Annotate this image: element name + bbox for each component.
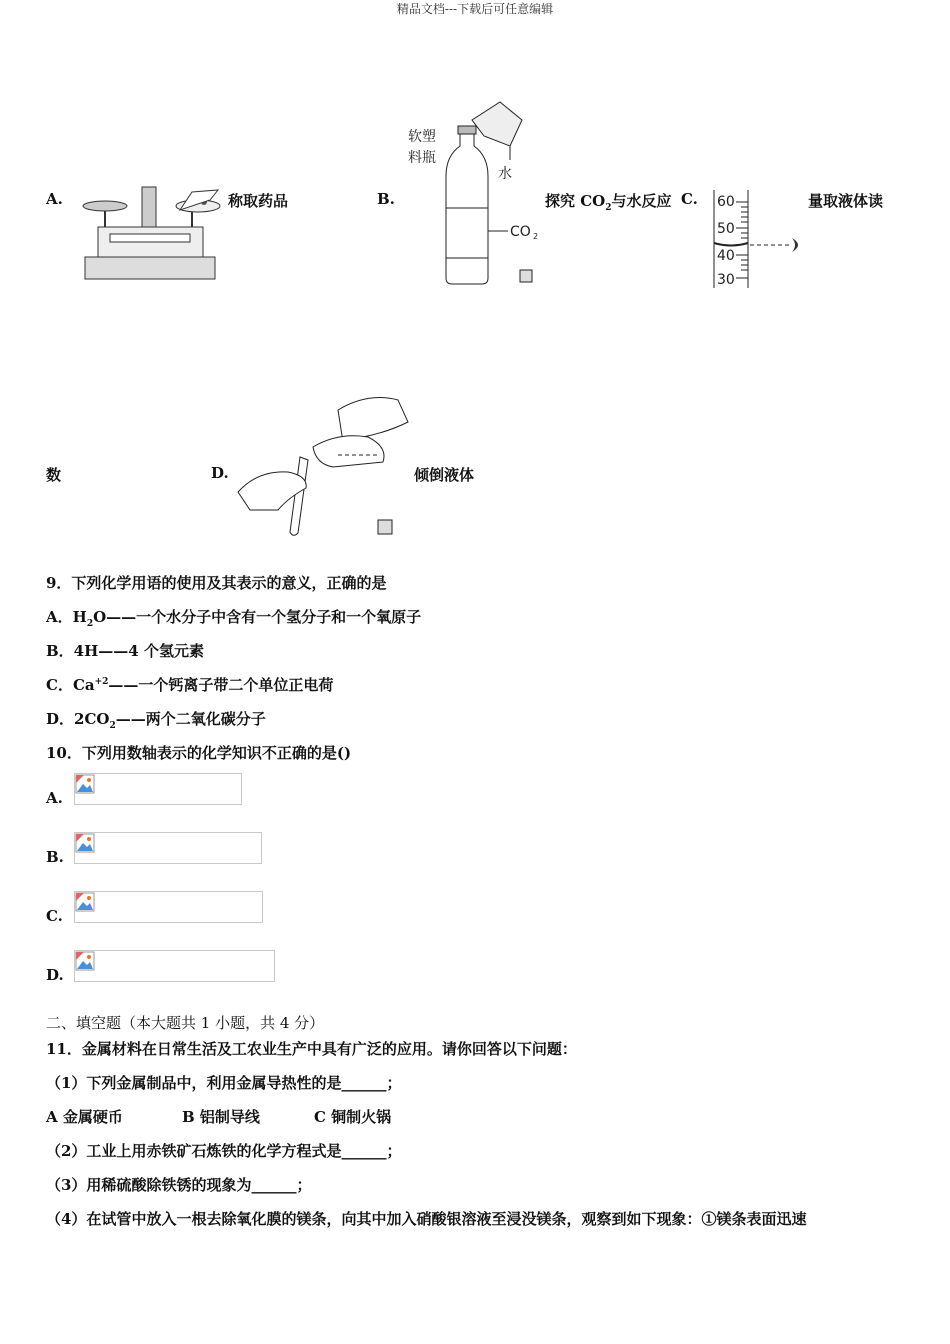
water-label: 水 xyxy=(498,166,512,182)
q10-option-d-broken-image xyxy=(74,950,275,982)
q8-option-a-letter: A. xyxy=(46,190,63,208)
co2-label: CO xyxy=(510,224,531,240)
q11-part1: （1）下列金属制品中，利用金属导热性的是______； xyxy=(46,1074,402,1092)
tick-60: 60 xyxy=(717,194,735,210)
broken-image-icon xyxy=(75,774,95,794)
q10-option-c-broken-image xyxy=(74,891,263,923)
q11-part4: （4）在试管中放入一根去除氧化膜的镁条，向其中加入硝酸银溶液至浸没镁条，观察到如下现象：①镁条表面迅速 xyxy=(46,1210,807,1228)
q10-option-a-broken-image xyxy=(74,773,242,805)
q8-option-a-text: 称取药品 xyxy=(228,192,289,210)
q11-option-c: C 铜制火锅 xyxy=(314,1108,392,1126)
section-2-title: 二、填空题（本大题共 1 小题，共 4 分） xyxy=(46,1014,325,1032)
q8-option-b-letter: B. xyxy=(377,190,395,208)
tick-50: 50 xyxy=(717,221,735,237)
q10-option-b-letter: B. xyxy=(46,848,64,866)
graduated-cylinder-image xyxy=(708,190,808,290)
q10-stem: 10．下列用数轴表示的化学知识不正确的是() xyxy=(46,744,352,762)
svg-text:2: 2 xyxy=(533,232,539,241)
q9-stem: 9．下列化学用语的使用及其表示的意义，正确的是 xyxy=(46,574,387,592)
page-header-watermark: 精品文档---下载后可任意编辑 xyxy=(396,2,554,16)
q11-part3: （3）用稀硫酸除铁锈的现象为______； xyxy=(46,1176,312,1194)
q9-option-d: D．$2CO_2——$两个二氧化碳分子 xyxy=(46,710,266,731)
q11-part2: （2）工业上用赤铁矿石炼铁的化学方程式是______； xyxy=(46,1142,402,1160)
q11-stem: 11．金属材料在日常生活及工农业生产中具有广泛的应用。请你回答以下问题： xyxy=(46,1040,577,1058)
q8-option-c-letter: C. xyxy=(681,190,698,208)
q8-option-b-text: 探究 $CO_2$与水反应 xyxy=(545,192,672,213)
tick-30: 30 xyxy=(717,272,735,288)
q9-option-c: C．$Ca^{+2}——$一个钙离子带二个单位正电荷 xyxy=(46,676,334,694)
q8-option-c-text-line2: 数 xyxy=(46,466,62,484)
pouring-liquid-image xyxy=(238,392,413,542)
q10-option-c-letter: C. xyxy=(46,907,63,925)
balance-scale-image xyxy=(80,182,220,282)
q10-option-b-broken-image xyxy=(74,832,262,864)
broken-image-icon xyxy=(75,892,95,912)
q11-option-a: A 金属硬币 xyxy=(46,1108,123,1126)
q11-option-b: B 铝制导线 xyxy=(182,1108,260,1126)
q8-option-d-letter: D. xyxy=(211,464,229,482)
q8-option-c-text-line1: 量取液体读 xyxy=(808,192,884,210)
broken-image-icon xyxy=(75,833,95,853)
bottle-label-line1: 软塑 xyxy=(408,129,436,145)
tick-40: 40 xyxy=(717,248,735,264)
q9-option-a: A．$H_2O——$一个水分子中含有一个氢分子和一个氧原子 xyxy=(46,608,422,629)
broken-image-icon xyxy=(75,951,95,971)
plastic-bottle-co2-image xyxy=(400,98,545,288)
q8-option-d-text: 倾倒液体 xyxy=(414,466,475,484)
q10-option-d-letter: D. xyxy=(46,966,64,984)
q10-option-a-letter: A. xyxy=(46,789,63,807)
q9-option-b: B．4H——4 个氢元素 xyxy=(46,642,204,660)
bottle-label-line2: 料瓶 xyxy=(408,150,436,166)
